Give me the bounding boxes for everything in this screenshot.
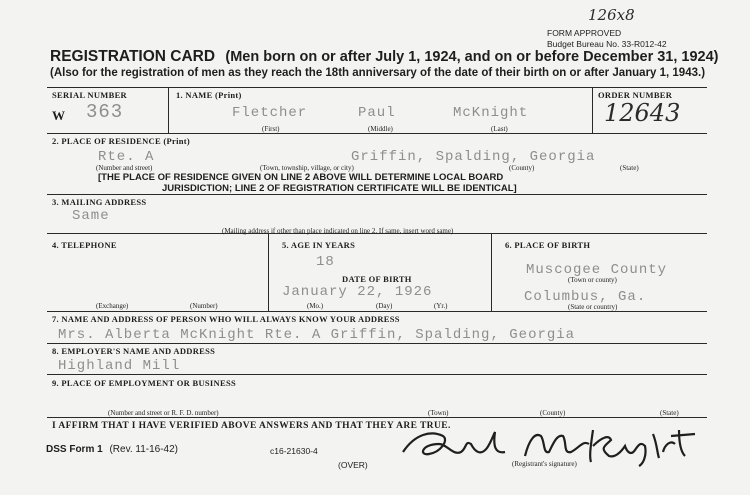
form-revision: (Rev. 11-16-42) — [109, 444, 179, 455]
handwritten-note: 126x8 — [588, 6, 635, 24]
exchange-caption: (Exchange) — [96, 302, 129, 310]
dob-day-caption: (Day) — [376, 302, 393, 310]
first-name: Fletcher — [232, 105, 308, 121]
serial-number-label: SERIAL NUMBER — [52, 90, 127, 100]
mailing-address-label: 3. MAILING ADDRESS — [52, 197, 147, 207]
residence-street: Rte. A — [98, 149, 155, 165]
birthplace-label: 6. PLACE OF BIRTH — [505, 240, 591, 250]
town-caption: (Town, township, village, or city) — [260, 164, 354, 172]
age-label: 5. AGE IN YEARS — [282, 240, 356, 250]
age-value: 18 — [316, 254, 335, 270]
employment-street-caption: (Number and street or R. F. D. number) — [108, 409, 219, 417]
county-caption: (County) — [509, 164, 535, 172]
birthplace-county: Muscogee County — [526, 262, 668, 278]
employer-value: Highland Mill — [58, 358, 181, 374]
order-number-label: ORDER NUMBER — [598, 90, 673, 100]
state-country-caption: (State or country) — [568, 303, 618, 311]
contact-person-label: 7. NAME AND ADDRESS OF PERSON WHO WILL ALWAYS KNOW YOUR ADDRESS — [52, 314, 400, 324]
employer-label: 8. EMPLOYER'S NAME AND ADDRESS — [52, 346, 216, 356]
state-caption: (State) — [620, 164, 639, 172]
last-caption: (Last) — [491, 125, 508, 133]
dob-yr-caption: (Yr.) — [434, 302, 448, 310]
budget-bureau: Budget Bureau No. 33-R012-42 — [547, 39, 667, 49]
title-subtitle: (Men born on or after July 1, 1924, and on or before December 31, 1924) — [225, 49, 719, 65]
employment-town-caption: (Town) — [428, 409, 449, 417]
signature-caption: (Registrant's signature) — [512, 460, 577, 468]
contact-person-value: Mrs. Alberta McKnight Rte. A Griffin, Spalding, Georgia — [58, 327, 576, 343]
form-number-id: DSS Form 1 — [46, 444, 103, 455]
residence-notice-2: JURISDICTION; LINE 2 OF REGISTRATION CERTIFICATE WILL BE IDENTICAL] — [162, 183, 517, 194]
over-note: (OVER) — [338, 460, 368, 470]
affirmation-text: I AFFIRM THAT I HAVE VERIFIED ABOVE ANSWERS AND THAT THEY ARE TRUE. — [52, 421, 451, 431]
title-note: (Also for the registration of men as they reach the 18th anniversary of the date of their birth on or after January 1, 1943.) — [50, 67, 706, 79]
telephone-label: 4. TELEPHONE — [52, 240, 117, 250]
residence-label: 2. PLACE OF RESIDENCE (Print) — [52, 136, 191, 146]
order-number-value: 12643 — [604, 99, 681, 127]
number-caption: (Number) — [190, 302, 218, 310]
employment-state-caption: (State) — [660, 409, 679, 417]
middle-caption: (Middle) — [368, 125, 393, 133]
serial-number-value: 363 — [86, 101, 124, 123]
residence-notice-1: [THE PLACE OF RESIDENCE GIVEN ON LINE 2 ABOVE WILL DETERMINE LOCAL BOARD — [98, 172, 504, 183]
last-name: McKnight — [453, 105, 529, 121]
mailing-address-value: Same — [72, 208, 110, 224]
dob-label: DATE OF BIRTH — [342, 274, 412, 284]
birthplace-city: Columbus, Ga. — [524, 289, 647, 305]
form-approved: FORM APPROVED — [547, 28, 622, 38]
card-title — [50, 48, 719, 66]
dob-value: January 22, 1926 — [282, 284, 433, 300]
form-number — [46, 444, 178, 455]
middle-name: Paul — [358, 105, 396, 121]
serial-prefix: W — [52, 108, 65, 123]
street-caption: (Number and street) — [96, 164, 153, 172]
title-main: REGISTRATION CARD — [50, 48, 216, 65]
employment-county-caption: (County) — [540, 409, 566, 417]
employment-place-label: 9. PLACE OF EMPLOYMENT OR BUSINESS — [52, 378, 237, 388]
first-caption: (First) — [262, 125, 280, 133]
mailing-caption: (Mailing address if other than place indicated on line 2. If same, insert word same) — [222, 227, 454, 235]
town-county-caption: (Town or county) — [568, 276, 617, 284]
print-code: c16-21630-4 — [270, 446, 318, 456]
residence-town: Griffin, Spalding, Georgia — [351, 149, 596, 165]
dob-mo-caption: (Mo.) — [307, 302, 324, 310]
name-label: 1. NAME (Print) — [176, 90, 242, 100]
